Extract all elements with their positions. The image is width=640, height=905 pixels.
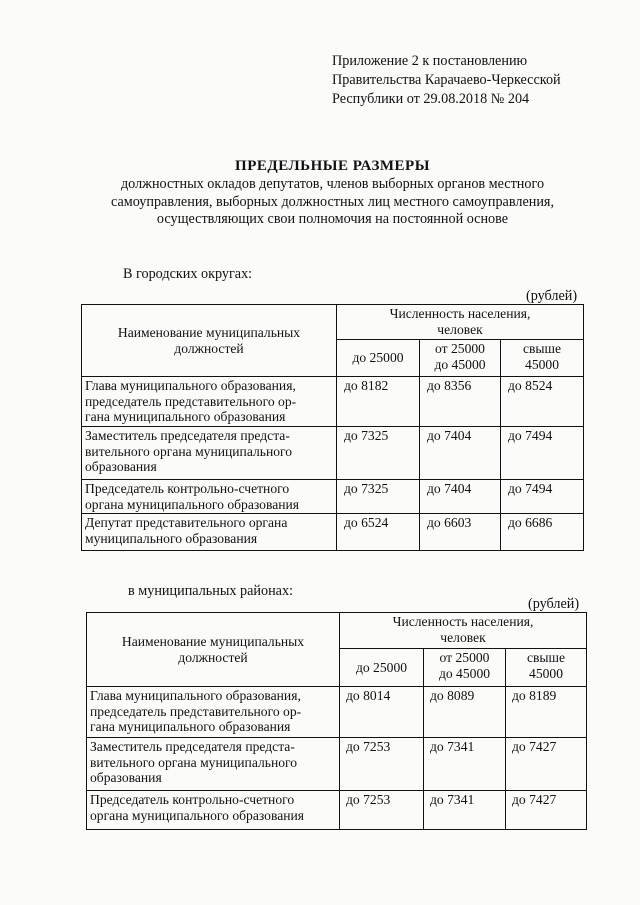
table-row — [87, 687, 587, 738]
header-col-under-25000 — [337, 340, 420, 377]
header-col-over-45000-line-2: 45000 — [529, 665, 563, 681]
table-row — [87, 738, 587, 791]
document-heading — [60, 156, 605, 229]
appendix-line-2: Правительства Карачаево-Черкесской — [332, 72, 561, 88]
header-col-over-45000 — [506, 649, 587, 687]
salary-cell: до 7494 — [501, 480, 584, 514]
header-position-name-line-2: должностей — [174, 340, 244, 356]
header-population-group — [337, 305, 584, 340]
unit-label-municipal: (рублей) — [528, 596, 580, 612]
position-name — [82, 480, 337, 514]
header-position-name — [87, 613, 340, 687]
position-name-line: вительного органа муниципального — [90, 754, 298, 770]
salary-cell: до 6524 — [337, 514, 420, 551]
position-name-line: председатель представительного ор- — [85, 393, 297, 409]
salary-cell: до 7341 — [424, 791, 506, 830]
position-name — [82, 427, 337, 480]
header-population-line-1: Численность населения, — [389, 306, 531, 321]
header-col-over-45000-line-2: 45000 — [525, 356, 559, 372]
document-subtitle-line-3: осуществляющих свои полномочия на постоянной основе — [156, 211, 509, 227]
salary-cell: до 7341 — [424, 738, 506, 791]
header-col-over-45000-line-1: свыше — [522, 341, 562, 356]
salary-cell: до 7325 — [337, 427, 420, 480]
header-col-under-25000-text: до 25000 — [352, 350, 404, 366]
position-name-line: Председатель контрольно-счетного — [85, 481, 290, 496]
position-name — [87, 791, 340, 830]
salary-cell: до 7427 — [506, 791, 587, 830]
header-population-line-2: человек — [437, 321, 483, 337]
salary-table-urban — [81, 304, 584, 551]
salary-cell: до 8524 — [501, 377, 584, 427]
unit-label-urban: (рублей) — [526, 288, 578, 304]
salary-cell: до 7325 — [337, 480, 420, 514]
header-population-group — [340, 613, 587, 649]
position-name — [82, 514, 337, 551]
salary-cell: до 8356 — [420, 377, 501, 427]
document-subtitle-line-1: должностных окладов депутатов, членов выборных органов местного — [120, 176, 545, 192]
position-name-line: Глава муниципального образования, — [85, 378, 296, 393]
position-name-line: гана муниципального образования — [90, 719, 291, 734]
position-name-line: органа муниципального образования — [90, 807, 305, 823]
salary-cell: до 8089 — [424, 687, 506, 738]
header-position-name — [82, 305, 337, 377]
appendix-reference — [332, 52, 561, 109]
salary-cell: до 8014 — [340, 687, 424, 738]
header-col-25000-45000-line-2: до 45000 — [434, 356, 486, 372]
position-name — [82, 377, 337, 427]
section-label-municipal: в муниципальных районах: — [128, 583, 294, 599]
header-position-name-line-1: Наименование муниципальных — [117, 325, 301, 340]
document-title: ПРЕДЕЛЬНЫЕ РАЗМЕРЫ — [235, 158, 430, 174]
position-name-line: Заместитель председателя предста- — [90, 739, 295, 754]
position-name-line: гана муниципального образования — [85, 409, 286, 424]
position-name-line: образования — [85, 459, 157, 474]
header-col-25000-45000 — [420, 340, 501, 377]
header-col-25000-45000-line-1: от 25000 — [439, 650, 490, 665]
position-name-line: образования — [90, 770, 162, 785]
salary-cell: до 7404 — [420, 480, 501, 514]
position-name-line: Глава муниципального образования, — [90, 688, 301, 703]
header-position-name-line-1: Наименование муниципальных — [121, 634, 305, 649]
position-name-line: органа муниципального образования — [85, 496, 300, 512]
position-name-line: председатель представительного ор- — [90, 703, 302, 719]
header-col-under-25000-text: до 25000 — [355, 659, 408, 675]
table-row — [87, 791, 587, 830]
salary-cell: до 6603 — [420, 514, 501, 551]
salary-cell: до 7427 — [506, 738, 587, 791]
header-col-over-45000 — [501, 340, 584, 377]
appendix-line-1: Приложение 2 к постановлению — [332, 53, 528, 69]
table-row — [82, 514, 584, 551]
position-name-line: Депутат представительного органа — [85, 515, 288, 530]
salary-cell: до 7253 — [340, 738, 424, 791]
header-population-line-2: человек — [440, 629, 486, 645]
salary-cell: до 8182 — [337, 377, 420, 427]
table-row — [82, 377, 584, 427]
header-population-line-1: Численность населения, — [392, 614, 534, 629]
position-name — [87, 687, 340, 738]
salary-cell: до 7253 — [340, 791, 424, 830]
appendix-line-3: Республики от 29.08.2018 № 204 — [332, 91, 530, 107]
header-col-under-25000 — [340, 649, 424, 687]
salary-cell: до 8189 — [506, 687, 587, 738]
position-name-line: муниципального образования — [85, 530, 258, 546]
salary-cell: до 7404 — [420, 427, 501, 480]
header-col-25000-45000-line-1: от 25000 — [435, 341, 485, 356]
header-col-25000-45000 — [424, 649, 506, 687]
position-name-line: Заместитель председателя предста- — [85, 428, 290, 443]
position-name-line: Председатель контрольно-счетного — [90, 792, 295, 807]
document-subtitle-line-2: самоуправления, выборных должностных лиц местного самоуправления, — [110, 193, 555, 210]
position-name — [87, 738, 340, 791]
table-row — [82, 427, 584, 480]
position-name-line: вительного органа муниципального — [85, 443, 293, 459]
salary-cell: до 7494 — [501, 427, 584, 480]
salary-cell: до 6686 — [501, 514, 584, 551]
table-row — [82, 480, 584, 514]
header-position-name-line-2: должностей — [178, 649, 248, 665]
header-col-25000-45000-line-2: до 45000 — [438, 665, 491, 681]
section-label-urban: В городских округах: — [123, 266, 253, 282]
salary-table-municipal — [86, 612, 587, 830]
header-col-over-45000-line-1: свыше — [526, 650, 566, 665]
